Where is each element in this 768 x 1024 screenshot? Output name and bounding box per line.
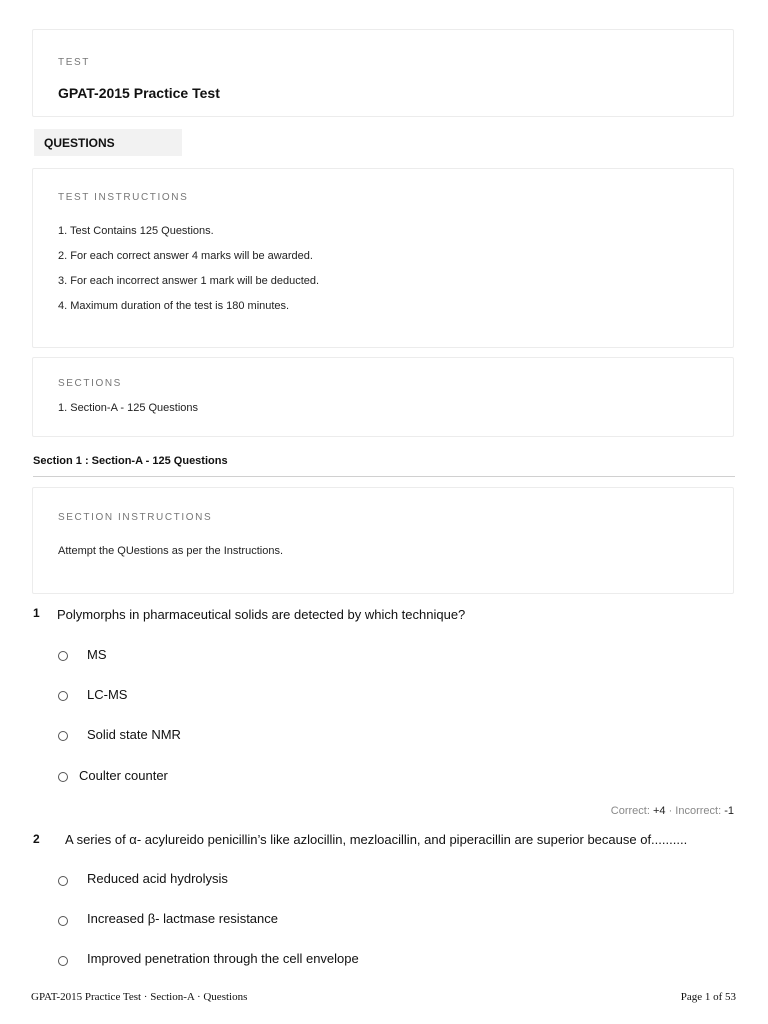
- test-card: [32, 29, 734, 117]
- section-instructions-card: [32, 487, 734, 594]
- section-instructions-text: Attempt the QUestions as per the Instructions.: [58, 545, 283, 557]
- option-label[interactable]: Increased β- lactmase resistance: [87, 911, 279, 926]
- question-number: 2: [33, 832, 40, 846]
- option-label[interactable]: Improved penetration through the cell envelope: [87, 951, 359, 966]
- page-title: GPAT-2015 Practice Test: [58, 85, 220, 101]
- instruction-item: 2. For each correct answer 4 marks will be awarded.: [58, 250, 313, 262]
- page-number: Page 1 of 53: [680, 991, 736, 1003]
- tab-questions[interactable]: QUESTIONS: [34, 129, 182, 156]
- option-label[interactable]: MS: [87, 647, 107, 662]
- option-label[interactable]: Coulter counter: [79, 768, 168, 783]
- incorrect-label: Incorrect:: [675, 805, 722, 817]
- option-radio[interactable]: [58, 691, 68, 701]
- question-number: 1: [33, 606, 40, 620]
- question-text: Polymorphs in pharmaceutical solids are detected by which technique?: [57, 607, 466, 622]
- instruction-item: 3. For each incorrect answer 1 mark will be deducted.: [58, 275, 320, 287]
- option-label[interactable]: LC-MS: [87, 687, 128, 702]
- section-list-item: 1. Section-A - 125 Questions: [58, 402, 199, 414]
- section-heading: Section 1 : Section-A - 125 Questions: [33, 455, 228, 467]
- option-radio[interactable]: [58, 916, 68, 926]
- option-radio[interactable]: [58, 772, 68, 782]
- sections-label: SECTIONS: [58, 378, 122, 389]
- test-instructions-card: [32, 168, 734, 348]
- correct-value: +4: [652, 805, 666, 817]
- option-radio[interactable]: [58, 651, 68, 661]
- section-instructions-label: SECTION INSTRUCTIONS: [58, 512, 213, 523]
- option-label[interactable]: Solid state NMR: [87, 727, 181, 742]
- option-radio[interactable]: [58, 956, 68, 966]
- option-radio[interactable]: [58, 876, 68, 886]
- test-label: TEST: [58, 57, 90, 68]
- marks-separator: ·: [668, 805, 673, 817]
- section-divider: [33, 476, 735, 477]
- correct-label: Correct:: [610, 805, 650, 817]
- incorrect-value: -1: [724, 805, 734, 817]
- sections-card: [32, 357, 734, 437]
- instruction-item: 4. Maximum duration of the test is 180 minutes.: [58, 300, 290, 312]
- question-marks: [611, 805, 734, 817]
- footer-breadcrumb: GPAT-2015 Practice Test · Section-A · Questions: [31, 991, 248, 1003]
- question-text: A series of α- acylureido penicillin’s like azlocillin, mezloacillin, and piperacillin are superior because of..........: [65, 832, 688, 847]
- instruction-item: 1. Test Contains 125 Questions.: [58, 225, 214, 237]
- option-label[interactable]: Reduced acid hydrolysis: [87, 871, 228, 886]
- option-radio[interactable]: [58, 731, 68, 741]
- test-instructions-label: TEST INSTRUCTIONS: [58, 192, 189, 203]
